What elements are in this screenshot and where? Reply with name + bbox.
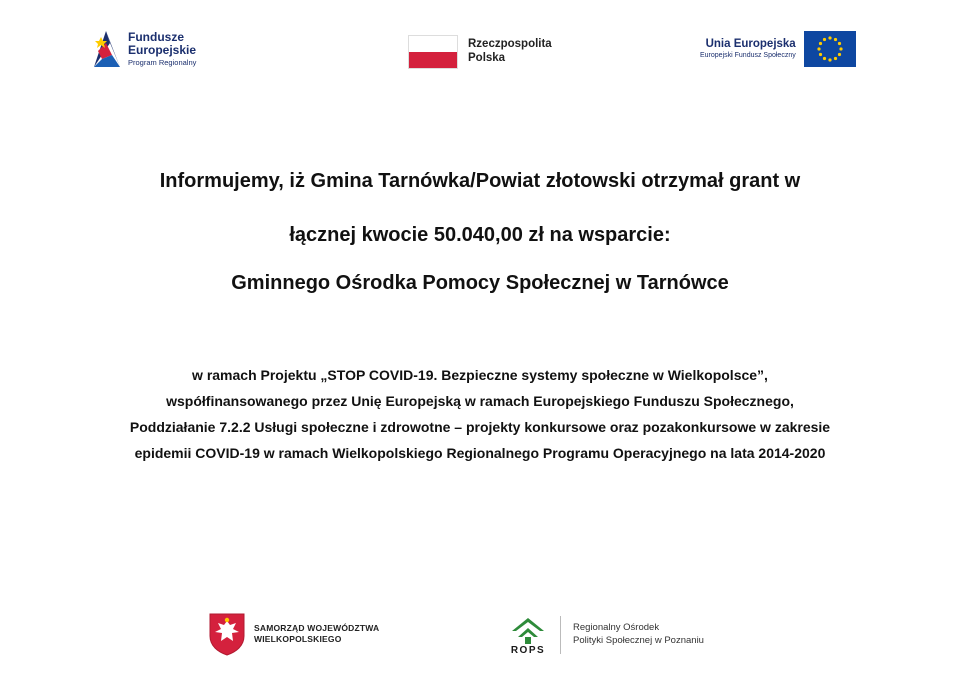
fe-logo-line2: Europejskie	[128, 43, 197, 58]
samorzad-wojewodztwa-logo	[208, 612, 379, 656]
notice-body	[60, 362, 900, 466]
rops-logo-line1: Regionalny Ośrodek	[573, 622, 660, 634]
unia-europejska-logo	[700, 30, 875, 68]
notice-line-2: łącznej kwocie 50.040,00 zł na wsparcie:	[289, 224, 671, 246]
fundusze-europejskie-logo	[92, 28, 222, 70]
coat-of-arms-icon	[208, 612, 246, 656]
notice-body-line: epidemii COVID-19 w ramach Wielkopolskiego Regionalnego Programu Operacyjnego na lata 2014-2020	[134, 445, 826, 461]
rops-label: ROPS	[510, 644, 546, 656]
rops-roof-icon	[508, 615, 548, 645]
rops-logo	[508, 612, 704, 658]
fe-logo-line3: Program Regionalny	[128, 57, 197, 67]
fe-logo-line1: Fundusze	[128, 30, 184, 45]
rops-divider	[560, 616, 561, 654]
rzeczpospolita-polska-logo	[408, 34, 568, 70]
rp-logo-line2: Polska	[468, 52, 506, 64]
notice-line-3: Gminnego Ośrodka Pomocy Społecznej w Tarnówce	[231, 272, 729, 294]
sw-logo-line2: WIELKOPOLSKIEGO	[254, 634, 342, 644]
notice-body-line: współfinansowanego przez Unię Europejską w ramach Europejskiego Funduszu Społecznego,	[166, 393, 794, 409]
sw-logo-line1: SAMORZĄD WOJEWÓDZTWA	[254, 623, 380, 634]
fe-star-icon	[92, 29, 122, 69]
notice-line-1: Informujemy, iż Gmina Tarnówka/Powiat złotowski otrzymał grant w	[159, 170, 801, 192]
notice-body-line: Poddziałanie 7.2.2 Usługi społeczne i zdrowotne – projekty konkursowe oraz pozakonkursowe w zakresie	[129, 419, 831, 435]
eu-flag-icon	[804, 31, 856, 67]
polish-flag-icon	[408, 35, 458, 69]
notice-body-line: w ramach Projektu „STOP COVID-19. Bezpieczne systemy społeczne w Wielkopolsce”,	[192, 367, 768, 383]
rops-logo-line2: Polityki Społecznej w Poznaniu	[573, 635, 704, 646]
ue-logo-line2: Europejski Fundusz Społeczny	[700, 51, 796, 59]
rp-logo-line1: Rzeczpospolita	[468, 38, 552, 51]
ue-logo-line1: Unia Europejska	[705, 38, 796, 51]
